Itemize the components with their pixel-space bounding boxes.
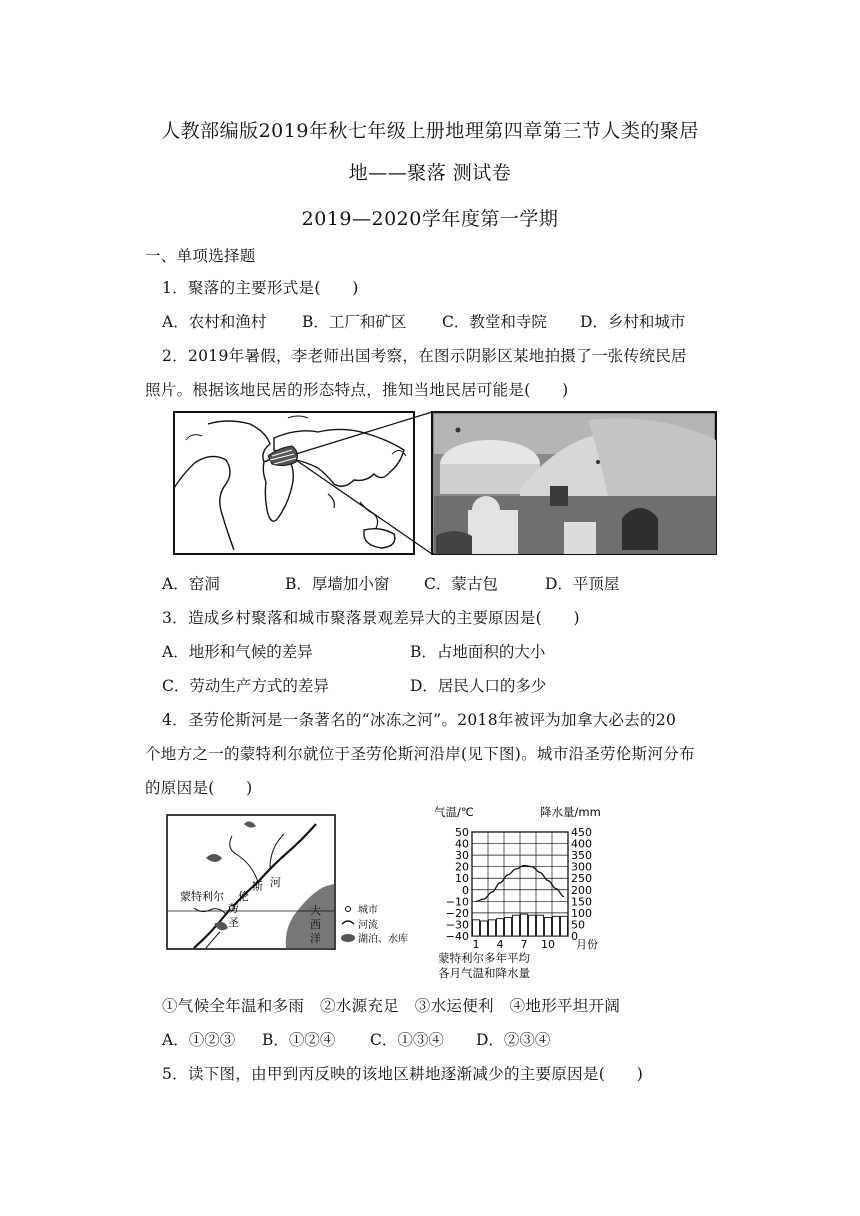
y-left-tick-label: 50 [455, 826, 469, 839]
y-right-tick-label: 450 [571, 826, 592, 839]
q3-option-b[interactable]: B．占地面积的大小 [410, 643, 546, 661]
x-tick-label: 7 [520, 938, 528, 951]
y-right-tick-label: 300 [571, 860, 592, 874]
legend-lake: 湖泊、水库 [358, 934, 408, 945]
q1-option-a[interactable]: A．农村和渔村 [162, 313, 267, 331]
y-left-tick-label: −40 [445, 930, 469, 943]
world-map [174, 412, 432, 554]
precip-bar [497, 919, 504, 936]
q4-option-c[interactable]: C．①③④ [370, 1031, 444, 1049]
x-tick-label: 1 [472, 938, 480, 951]
y-left-tick-label: −20 [445, 906, 469, 920]
page-subtitle: 2019—2020学年度第一学期 [301, 208, 559, 230]
q3-option-c[interactable]: C．劳动生产方式的差异 [162, 677, 329, 695]
q3-stem: 3．造成乡村聚落和城市聚落景观差异大的主要原因是( ) [162, 609, 580, 627]
map-legend [341, 903, 408, 945]
house-photo [432, 412, 716, 554]
climate-chart [428, 802, 624, 984]
precip-bar [545, 918, 552, 936]
river-char-5: 河 [270, 876, 281, 889]
x-tick-label: 10 [541, 938, 555, 951]
y-left-tick-label: 40 [455, 837, 469, 851]
chart-caption-line1: 蒙特利尔多年平均 [438, 951, 530, 965]
precip-bar [489, 920, 496, 936]
section-heading: 一、单项选择题 [145, 247, 256, 265]
q2-stem-line1: 2．2019年暑假，李老师出国考察，在图示阴影区某地拍摄了一张传统民居 [162, 347, 687, 365]
q2-option-d[interactable]: D．平顶屋 [545, 575, 620, 593]
precip-bar [505, 918, 512, 936]
y-right-tick-label: 200 [571, 883, 592, 897]
q4-option-b[interactable]: B．①②④ [262, 1031, 336, 1049]
q2-stem-line2: 照片。根据该地民居的形态特点，推知当地民居可能是( ) [145, 381, 569, 399]
q2-option-c[interactable]: C．蒙古包 [424, 575, 498, 593]
precip-bar [513, 915, 520, 936]
q5-stem: 5．读下图，由甲到丙反映的该地区耕地逐渐减少的主要原因是( ) [162, 1065, 644, 1083]
precip-bar [553, 916, 560, 936]
q3-option-a[interactable]: A．地形和气候的差异 [162, 643, 313, 661]
y-right-tick-label: 400 [571, 837, 592, 851]
q4-map [166, 814, 434, 952]
precip-bar [521, 914, 528, 936]
x-unit-label: 月份 [576, 938, 598, 951]
q4-stem-line1: 4．圣劳伦斯河是一条著名的“冰冻之河”。2018年被评为加拿大必去的20 [162, 711, 677, 729]
y-right-tick-label: 350 [571, 849, 592, 863]
q1-stem: 1．聚落的主要形式是( ) [162, 279, 359, 297]
q2-option-a[interactable]: A．窑洞 [162, 575, 220, 593]
precip-bar [473, 920, 480, 936]
legend-river: 河流 [358, 920, 378, 931]
y-right-tick-label: 250 [571, 872, 592, 886]
y-right-label: 降水量/mm [540, 805, 601, 819]
y-left-tick-label: −30 [445, 918, 469, 932]
y-left-ticks [446, 826, 469, 943]
ocean-char-2: 西 [310, 918, 321, 931]
precip-bar [481, 921, 488, 936]
q3-option-d[interactable]: D．居民人口的多少 [410, 677, 547, 695]
y-left-tick-label: 0 [462, 883, 469, 897]
q1-option-c[interactable]: C．教堂和寺院 [442, 313, 547, 331]
q1-option-b[interactable]: B．工厂和矿区 [302, 313, 407, 331]
river-char-1: 圣 [228, 916, 239, 929]
y-right-tick-label: 100 [571, 906, 592, 920]
ocean-char-3: 洋 [310, 932, 321, 945]
q4-option-a[interactable]: A．①②③ [162, 1031, 236, 1049]
x-ticks [473, 938, 556, 951]
q4-stem-line2: 个地方之一的蒙特利尔就位于圣劳伦斯河沿岸(见下图)。城市沿圣劳伦斯河分布 [145, 745, 695, 763]
y-left-tick-label: 10 [455, 872, 469, 886]
y-right-tick-label: 0 [571, 930, 578, 943]
precip-bar [529, 915, 536, 936]
y-left-tick-label: 20 [455, 860, 469, 874]
ocean-char-1: 大 [310, 904, 321, 917]
y-left-tick-label: −10 [445, 895, 469, 909]
y-left-tick-label: 30 [455, 849, 469, 863]
river-char-3: 伦 [238, 890, 249, 903]
q4-statements: ①气候全年温和多雨 ②水源充足 ③水运便利 ④地形平坦开阔 [162, 997, 621, 1015]
q2-figure [168, 410, 718, 558]
y-right-tick-label: 50 [571, 918, 585, 932]
q2-option-b[interactable]: B．厚墙加小窗 [285, 575, 390, 593]
page-title-line2: 地——聚落 测试卷 [348, 162, 512, 184]
x-tick-label: 4 [496, 938, 504, 951]
river-char-4: 斯 [252, 880, 263, 893]
y-right-tick-label: 150 [571, 895, 592, 909]
legend-city: 城市 [358, 905, 378, 916]
city-label: 蒙特利尔 [180, 890, 224, 903]
page-title-line1: 人教部编版2019年秋七年级上册地理第四章第三节人类的聚居 [161, 120, 699, 142]
q4-stem-line3: 的原因是( ) [145, 779, 253, 797]
precip-bar [537, 915, 544, 936]
river-char-2: 劳 [228, 902, 239, 915]
y-right-ticks [571, 826, 592, 943]
precip-bar [561, 916, 568, 936]
y-left-label: 气温/℃ [434, 805, 474, 819]
chart-caption-line2: 各月气温和降水量 [438, 966, 530, 980]
q1-option-d[interactable]: D．乡村和城市 [580, 313, 686, 331]
q4-option-d[interactable]: D．②③④ [476, 1031, 551, 1049]
